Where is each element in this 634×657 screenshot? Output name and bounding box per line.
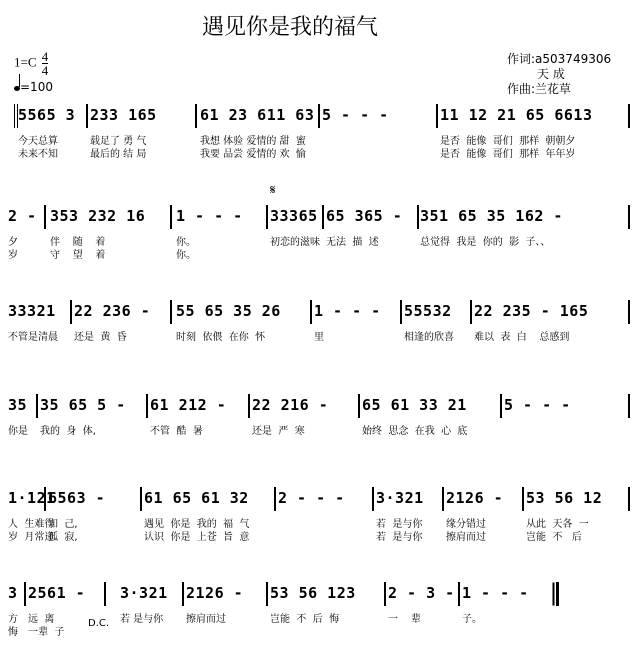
bar-line — [470, 300, 472, 324]
lyric-line-2: 岁 — [8, 250, 18, 261]
measure-notes: 2126 - — [446, 489, 504, 507]
da-capo-marking: D.C. — [88, 618, 110, 629]
bar-line — [400, 300, 402, 324]
lyric-line-1: 还是 严 寒 — [252, 426, 305, 437]
lyric-line-1: 子。 — [462, 614, 482, 625]
bar-line — [36, 394, 38, 418]
measure-notes: 55532 — [404, 302, 452, 320]
lyric-line-1: 岂能 不 后 悔 — [270, 614, 340, 625]
bar-line — [458, 582, 460, 606]
measure-notes: 2 - 3 - — [388, 584, 455, 602]
tempo-value: =100 — [20, 80, 53, 94]
measure-notes: 22 236 - — [74, 302, 151, 320]
bar-line — [266, 205, 268, 229]
lyric-line-1: 是否 能像 哥们 那样 朝朝夕 — [440, 136, 576, 147]
bar-line — [556, 582, 559, 606]
bar-line — [628, 394, 630, 418]
lyric-line-2: 是否 能像 哥们 那样 年年岁 — [440, 149, 576, 160]
bar-line — [358, 394, 360, 418]
lyric-line-1: 总觉得 我是 你的 影 子、、 — [420, 237, 551, 248]
lyric-line-1: 一 辈 — [388, 614, 421, 625]
lyric-line-1: 你是 — [8, 426, 28, 437]
credits — [507, 52, 611, 97]
bar-line — [384, 582, 386, 606]
lyric-line-1: 伴 随 着 — [50, 237, 106, 248]
bar-line — [322, 205, 324, 229]
measure-notes: 33365 — [270, 207, 318, 225]
lyricist-2: 天 成 — [537, 67, 565, 81]
measure-notes: 11 12 21 65 6613 — [440, 106, 593, 124]
lyric-line-2: 你。 — [176, 250, 196, 261]
lyric-line-1: 我想 体验 爱情的 甜 蜜 — [200, 136, 306, 147]
lyric-line-1: 知 己, — [48, 519, 78, 530]
lyric-line-2: 未来不知 — [18, 149, 58, 160]
lyric-line-1: 里 — [314, 332, 324, 343]
measure-notes: 351 65 35 162 - — [420, 207, 563, 225]
bar-line — [318, 104, 320, 128]
lyricist: a503749306 — [535, 52, 612, 66]
lyric-line-1: 还是 黄 昏 — [74, 332, 127, 343]
key-signature — [14, 50, 48, 77]
measure-notes: 3 — [8, 584, 18, 602]
lyric-line-2: 岂能 不 后 — [526, 532, 582, 543]
measure-notes: 35 — [8, 396, 28, 414]
bar-line — [248, 394, 250, 418]
lyric-line-1: 从此 天各 一 — [526, 519, 589, 530]
lyric-line-1: 始终 思念 在我 心 底 — [362, 426, 468, 437]
bar-line — [24, 582, 26, 606]
measure-notes: 35 65 5 - — [40, 396, 126, 414]
bar-line — [500, 394, 502, 418]
time-sig-den: 4 — [41, 63, 49, 78]
measure-notes: 1·121 — [8, 489, 56, 507]
bar-line — [372, 487, 374, 511]
lyric-line-1: 载足了 勇 气 — [90, 136, 147, 147]
lyric-line-2: 一辈 子 — [28, 627, 65, 638]
lyric-line-2: 守 望 着 — [50, 250, 106, 261]
measure-notes: 2561 - — [28, 584, 86, 602]
quarter-note-icon — [14, 86, 20, 91]
time-sig-num: 4 — [41, 49, 49, 64]
measure-notes: 1 - - - — [314, 302, 381, 320]
lyric-line-1: 远 离 — [28, 614, 55, 625]
measure-notes: 61 23 611 63 — [200, 106, 315, 124]
segno-icon: 𝄋 — [270, 183, 276, 198]
measure-notes: 2126 - — [186, 584, 244, 602]
measure-notes: 55 65 35 26 — [176, 302, 281, 320]
lyric-line-1: 人 生难得 — [8, 519, 55, 530]
measure-notes: 353 232 16 — [50, 207, 146, 225]
bar-line — [44, 205, 46, 229]
bar-line — [417, 205, 419, 229]
bar-line — [628, 300, 630, 324]
measure-notes: 3·321 — [120, 584, 168, 602]
bar-line — [182, 582, 184, 606]
bar-line — [442, 487, 444, 511]
lyric-line-1: 初恋的滋味 — [270, 237, 320, 248]
lyricist-label: 作词: — [507, 52, 536, 66]
time-signature — [42, 50, 49, 77]
bar-line — [274, 487, 276, 511]
lyric-line-1: 难以 表 白 总感到 — [474, 332, 570, 343]
lyric-line-1: 相逢的欣喜 — [404, 332, 454, 343]
measure-notes: 61 212 - — [150, 396, 227, 414]
lyric-line-1: 不管 酷 暑 — [150, 426, 203, 437]
bar-line — [436, 104, 438, 128]
bar-line — [628, 104, 630, 128]
lyric-line-1: 若 是与你 — [376, 519, 423, 530]
lyric-line-1: 你。 — [176, 237, 196, 248]
bar-line — [170, 300, 172, 324]
measure-notes: 5565 3 — [18, 106, 76, 124]
measure-notes: 65 365 - — [326, 207, 403, 225]
measure-notes: 53 56 12 — [526, 489, 603, 507]
composer: 兰花草 — [535, 82, 572, 96]
measure-notes: 2 - - - — [278, 489, 345, 507]
measure-notes: 33321 — [8, 302, 56, 320]
lyric-line-1: 我的 身 体, — [40, 426, 96, 437]
measure-notes: 61 65 61 32 — [144, 489, 249, 507]
lyric-line-1: 不管是清晨 — [8, 332, 58, 343]
bar-line — [140, 487, 142, 511]
lyric-line-2: 岁 月常逢 — [8, 532, 55, 543]
measure-notes: 1 - - - — [176, 207, 243, 225]
lyric-line-1: 时刻 依偎 在你 怀 — [176, 332, 266, 343]
lyric-line-2: 擦肩而过 — [446, 532, 486, 543]
bar-line — [628, 205, 630, 229]
lyric-line-2: 认识 你是 上苍 旨 意 — [144, 532, 250, 543]
bar-line — [195, 104, 197, 128]
lyric-line-2: 若 是与你 — [376, 532, 423, 543]
bar-line — [146, 394, 148, 418]
measure-notes: 233 165 — [90, 106, 157, 124]
key-text: 1=C — [14, 54, 37, 70]
lyric-line-2: 最后的 结 局 — [90, 149, 147, 160]
measure-notes: 5 - - - — [504, 396, 571, 414]
measure-notes: 3·321 — [376, 489, 424, 507]
bar-line — [266, 582, 268, 606]
measure-notes: 65 61 33 21 — [362, 396, 467, 414]
lyric-line-2: 悔 — [8, 627, 18, 638]
tempo-marking — [14, 80, 53, 94]
song-title: 遇见你是我的福气 — [201, 15, 378, 40]
measure-notes: 22 235 - 165 — [474, 302, 589, 320]
lyric-line-1: 无法 描 述 — [326, 237, 379, 248]
measure-notes: 2 - — [8, 207, 37, 225]
composer-label: 作曲: — [507, 82, 536, 96]
bar-line — [14, 104, 15, 128]
lyric-line-2: 我要 品尝 爱情的 欢 愉 — [200, 149, 306, 160]
bar-line — [310, 300, 312, 324]
lyric-line-1: 方 — [8, 614, 18, 625]
lyric-line-1: 缘分错过 — [446, 519, 486, 530]
lyric-line-1: 今天总算 — [18, 136, 58, 147]
measure-notes: 1 - - - — [462, 584, 529, 602]
measure-notes: 6563 - — [48, 489, 106, 507]
lyric-line-1: 擦肩而过 — [186, 614, 226, 625]
bar-line — [170, 205, 172, 229]
bar-line — [522, 487, 524, 511]
bar-line — [104, 582, 106, 606]
measure-notes: 5 - - - — [322, 106, 389, 124]
lyric-line-1: 遇见 你是 我的 福 气 — [144, 519, 250, 530]
measure-notes: 22 216 - — [252, 396, 329, 414]
bar-line — [86, 104, 88, 128]
lyric-line-1: 若 是与你 — [120, 614, 164, 625]
measure-notes: 53 56 123 — [270, 584, 356, 602]
lyric-line-2: 孤 寂, — [48, 532, 78, 543]
bar-line — [70, 300, 72, 324]
lyric-line-1: 夕 — [8, 237, 18, 248]
bar-line — [628, 487, 630, 511]
